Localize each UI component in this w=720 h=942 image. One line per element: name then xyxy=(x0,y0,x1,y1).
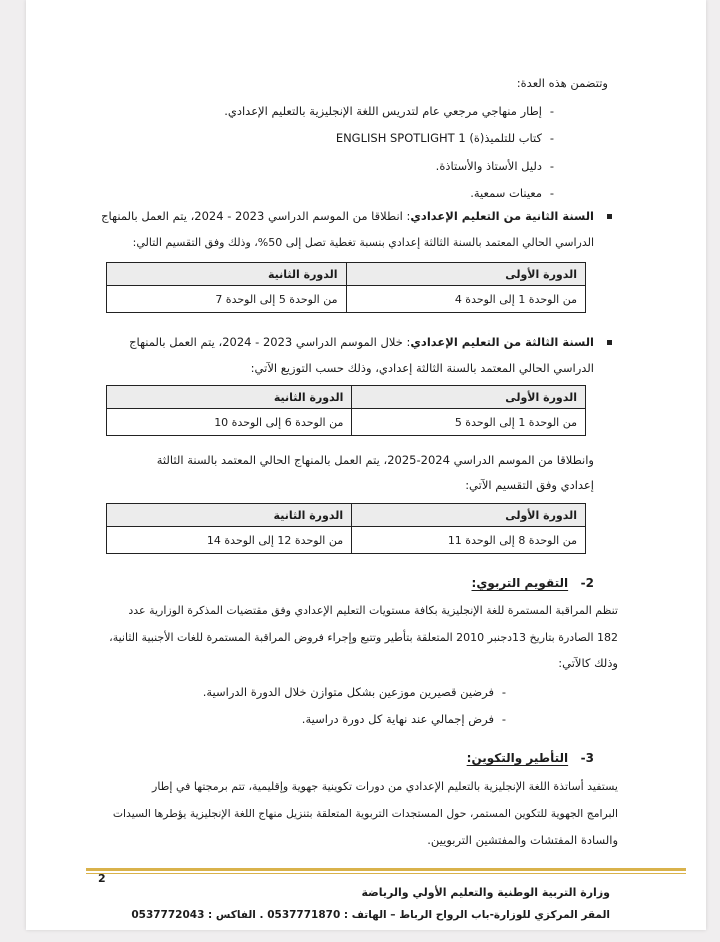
second-year-line1: السنة الثانية من التعليم الإعدادي: انطلاقا من الموسم الدراسي 2023 - 2024، يتم العمل بالمنهاج xyxy=(101,209,594,223)
page-number: 2 xyxy=(98,872,106,885)
table-header: الدورة الأولى xyxy=(352,386,586,409)
second-year-line2: الدراسي الحالي المعتمد بالسنة الثالثة إعدادي بنسبة تغطية تصل إلى 50%، وذلك وفق التقسيم التالي: xyxy=(132,236,594,249)
section-heading: 3- التأطير والتكوين: xyxy=(466,751,594,765)
table-header: الدورة الثانية xyxy=(107,504,352,527)
footer-divider xyxy=(86,868,686,871)
table-header: الدورة الأولى xyxy=(346,263,586,286)
table-cell: من الوحدة 5 إلى الوحدة 7 xyxy=(107,286,347,313)
kit-item: -إطار منهاجي مرجعي عام لتدريس اللغة الإنجليزية بالتعليم الإعدادي. xyxy=(224,104,554,118)
section2-line: تنظم المراقبة المستمرة للغة الإنجليزية بكافة مستويات التعليم الإعدادي وفق مقتضيات المذكرة الوزارية عدد xyxy=(128,604,618,617)
table-header: الدورة الثانية xyxy=(107,386,352,409)
kit-item: -دليل الأستاذ والأستاذة. xyxy=(435,159,554,173)
third-year-line2: الدراسي الحالي المعتمد بالسنة الثالثة إعدادي، وذلك حسب التوزيع الآتي: xyxy=(250,361,594,375)
bullet-square-icon xyxy=(607,214,612,219)
table-cell: من الوحدة 12 إلى الوحدة 14 xyxy=(107,527,352,554)
section3-line: البرامج الجهوية للتكوين المستمر، حول المستجدات التربوية المتعلقة بتنزيل منهاج اللغة الإنجليزية يؤطرها السيدات xyxy=(112,807,618,820)
third-year-table-2 xyxy=(106,503,586,554)
table-header: الدورة الأولى xyxy=(352,504,586,527)
second-year-table xyxy=(106,262,586,313)
table-header: الدورة الثانية xyxy=(107,263,347,286)
footer-divider xyxy=(86,873,686,874)
kit-item: -كتاب للتلميذ(ة) ENGLISH SPOTLIGHT 1 xyxy=(335,131,554,145)
section2-line: وذلك كالآتي: xyxy=(558,656,618,670)
table-cell: من الوحدة 6 إلى الوحدة 10 xyxy=(107,409,352,436)
footer-ministry: وزارة التربية الوطنية والتعليم الأولي والرياضة xyxy=(361,886,610,899)
third-year-line1: السنة الثالثة من التعليم الإعدادي: خلال الموسم الدراسي 2023 - 2024، يتم العمل بالمنهاج xyxy=(129,335,594,349)
footer-address: المقر المركزي للوزارة-باب الرواح الرباط – الهاتف : 0537771870 . الفاكس : 0537772043 xyxy=(131,909,610,921)
list-item: -فرض إجمالي عند نهاية كل دورة دراسية. xyxy=(301,712,506,726)
third-year-table xyxy=(106,385,586,436)
table-cell: من الوحدة 1 إلى الوحدة 5 xyxy=(352,409,586,436)
bullet-square-icon xyxy=(607,340,612,345)
table-cell: من الوحدة 1 إلى الوحدة 4 xyxy=(346,286,586,313)
document-page xyxy=(26,0,706,930)
table-cell: من الوحدة 8 إلى الوحدة 11 xyxy=(352,527,586,554)
section-heading: 2- التقويم التربوي: xyxy=(471,576,594,590)
section2-line: 182 الصادرة بتاريخ 13دجنبر 2010 المتعلقة بتأطير وتتبع وإجراء فروض المراقبة المستمرة للغات الأجنبية الثانية، xyxy=(109,631,618,644)
intro-text: وتتضمن هذه العدة: xyxy=(516,76,608,90)
third-year-line4: إعدادي وفق التقسيم الآتي: xyxy=(465,478,594,492)
kit-item: -معينات سمعية. xyxy=(470,186,554,200)
section3-line: يستفيد أساتذة اللغة الإنجليزية بالتعليم الإعدادي من دورات تكوينية جهوية وإقليمية، تتم برمجتها في إطار xyxy=(152,780,618,793)
third-year-line3: وانطلاقا من الموسم الدراسي 2024-2025، يتم العمل بالمنهاج الحالي المعتمد بالسنة الثالثة xyxy=(156,453,594,467)
list-item: -فرضين قصيرين موزعين بشكل متوازن خلال الدورة الدراسية. xyxy=(202,685,506,699)
section3-line: والسادة المفتشات والمفتشين التربويين. xyxy=(427,833,618,847)
